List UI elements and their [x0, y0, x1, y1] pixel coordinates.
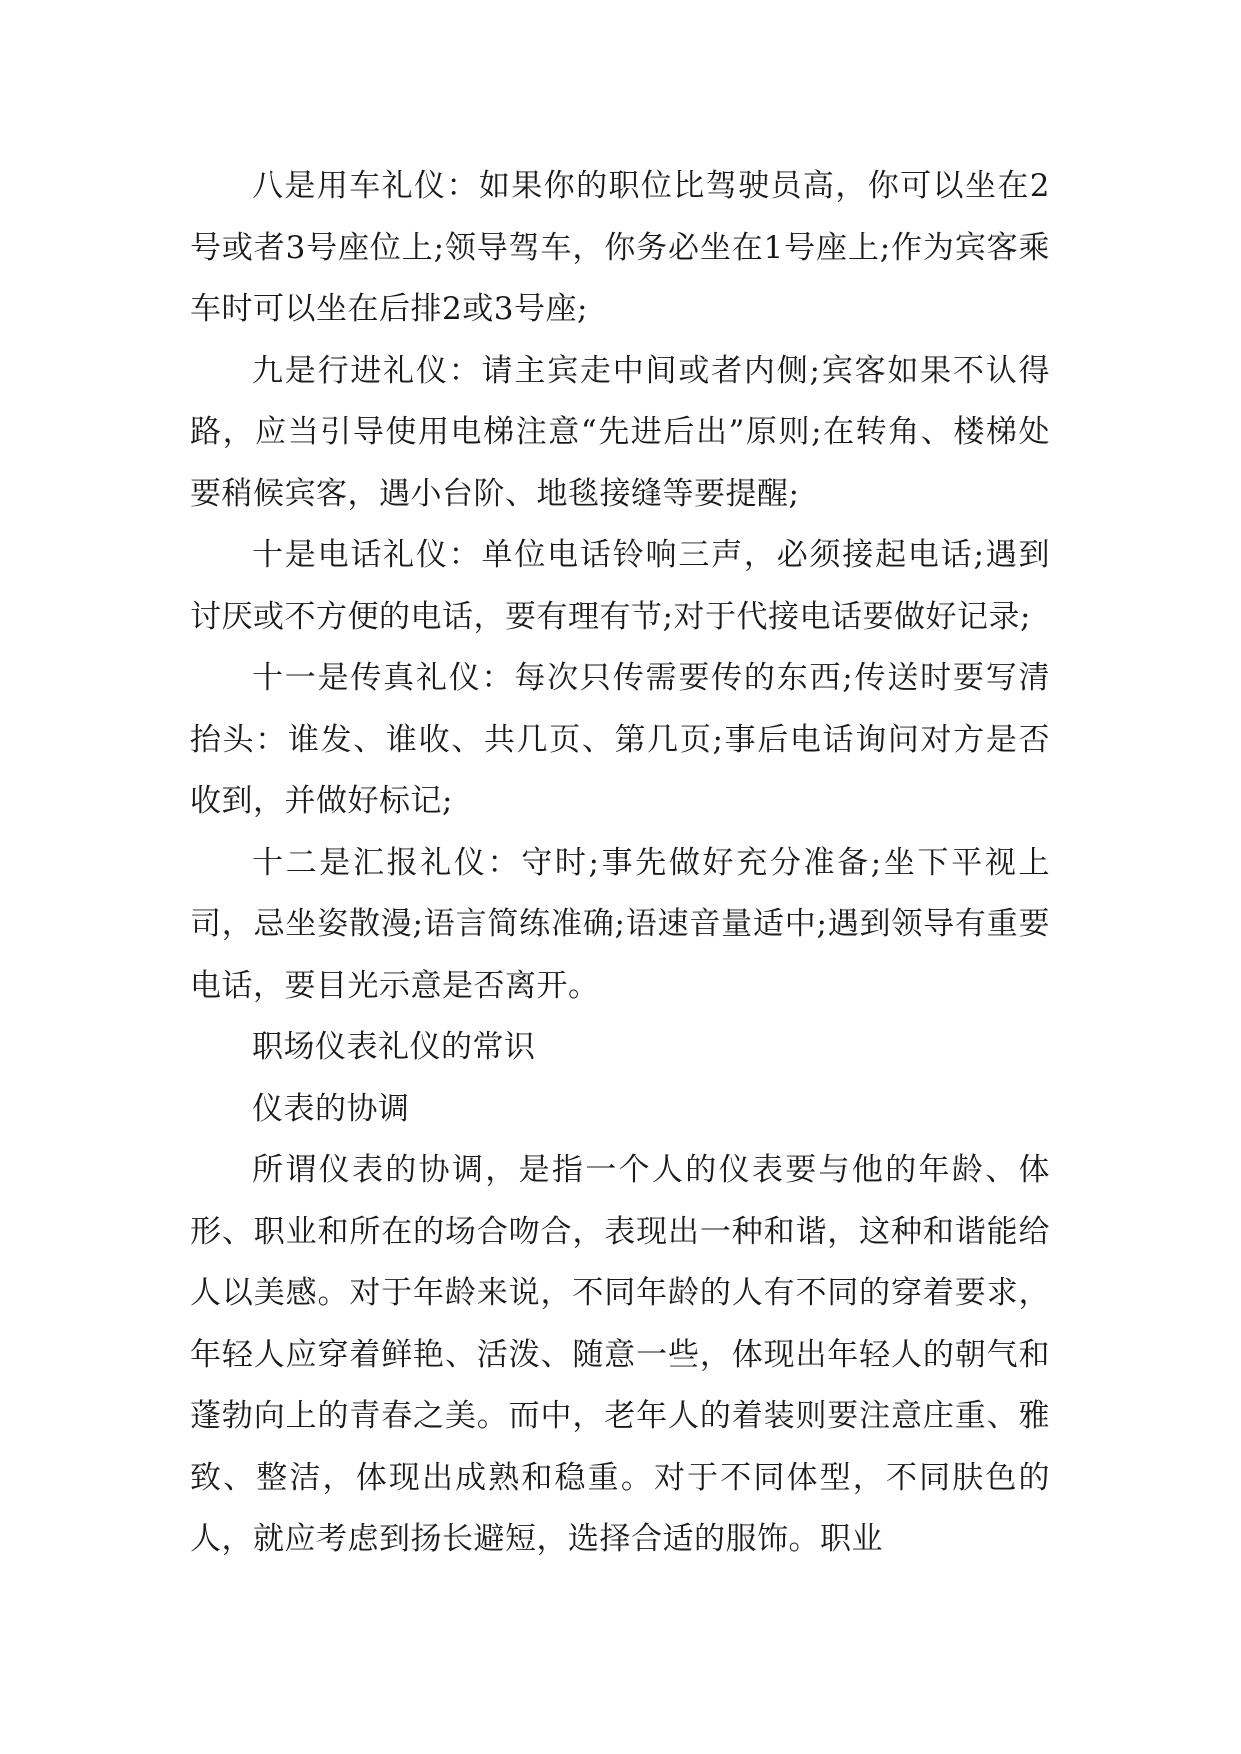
section-heading: 职场仪表礼仪的常识 — [252, 1029, 536, 1065]
document-body — [190, 156, 1050, 1571]
paragraph-report-etiquette: 十二是汇报礼仪：守时;事先做好充分准备;坐下平视上司，忌坐姿散漫;语言简练准确;语速音量适中;遇到领导有重要电话，要目光示意是否离开。 — [190, 844, 1050, 1004]
paragraph-fax-etiquette: 十一是传真礼仪：每次只传需要传的东西;传送时要写清抬头：谁发、谁收、共几页、第几页;事后电话询问对方是否收到，并做好标记; — [190, 660, 1050, 819]
paragraph-appearance-harmony: 所谓仪表的协调，是指一个人的仪表要与他的年龄、体形、职业和所在的场合吻合，表现出一种和谐，这种和谐能给人以美感。对于年龄来说，不同年龄的人有不同的穿着要求，年轻人应穿着鲜艳、活泼、随意一些，体现出年轻人的朝气和蓬勃向上的青春之美。而中，老年人的着装则要注意庄重、雅致、整洁，体现出成熟和稳重。对于不同体型，不同肤色的人，就应考虑到扬长避短，选择合适的服饰。职业 — [190, 1152, 1050, 1557]
paragraph-walking-etiquette: 九是行进礼仪：请主宾走中间或者内侧;宾客如果不认得路，应当引导使用电梯注意“先进后出”原则;在转角、楼梯处要稍候宾客，遇小台阶、地毯接缝等要提醒; — [190, 352, 1050, 512]
paragraph-car-etiquette: 八是用车礼仪：如果你的职位比驾驶员高，你可以坐在2号或者3号座位上;领导驾车，你务必坐在1号座上;作为宾客乘车时可以坐在后排2或3号座; — [190, 168, 1050, 327]
paragraph-phone-etiquette: 十是电话礼仪：单位电话铃响三声，必须接起电话;遇到讨厌或不方便的电话，要有理有节;对于代接电话要做好记录; — [190, 537, 1050, 635]
subsection-heading: 仪表的协调 — [252, 1090, 410, 1127]
